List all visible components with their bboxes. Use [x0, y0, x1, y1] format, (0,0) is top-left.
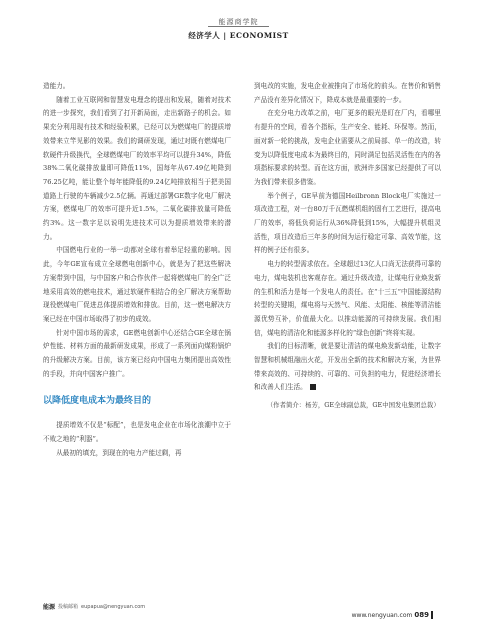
page-number: 089: [414, 611, 429, 619]
article-left-column: [43, 80, 231, 461]
magazine-section-label: 能源商学院: [218, 18, 259, 26]
page-marker-icon: [431, 611, 433, 619]
header-divider: [208, 26, 269, 27]
paragraph: 举个例子，GE早前为德国Heilbronn Block电厂实施过一项改造工程，对一台80万千瓦燃煤机组的固有工艺进行，提高电厂的效率，将低负荷运行从36%降低到15%，大幅提升机组灵活性，项目改造后三年多的时间为运行稳定可靠、高效节能，这样的例子还有很多。: [254, 191, 441, 255]
magazine-logo: 能源: [43, 604, 56, 611]
paragraph: 在充分电力改革之前，电厂更多的眼光是盯在厂内，看哪里有提升的空间，看各个指标，生产安全、能耗、环保等。然而，面对新一轮的挑战，发电企业需要从之前局部、单一的改造，转变为以降低度电成本为最终目的，同时满足包括灵活性在内的各项指标要求的转型。而在这方面，欧洲许多国家已经提供了可以为我们带来很多借鉴。: [254, 109, 441, 186]
paragraph-final-text: 我们的目标清晰，就是要让清洁的煤电焕发新动能，让数字智慧和机械组融出火花，开发出全新的技术和解决方案，为世界带来高效的、可持续的、可靠的、可负担的电力，促进经济增长和改善人们生活。: [254, 342, 441, 392]
email-label: 投稿邮箱: [58, 604, 79, 610]
paragraph: 到电改的实施，发电企业被推向了市场化的前头。在售价和销售产品没有差异化情况下，降成本就是最重要的一步。: [254, 82, 441, 104]
paragraph-final: [254, 340, 441, 395]
paragraph: 中国燃电行业的一举一动都对全球有着举足轻重的影响。因此，今年GE宣布成立全球燃电创新中心，就是为了把这些解决方案带到中国，与中国客户和合作伙伴一起将燃煤电厂的全广泛地采用高效的燃电技术，通过软硬件相结合的全厂解决方案帮助现役燃煤电厂促进总体提质增效和排放。目前，这一燃电解决方案已经在中国市场取得了初步的成效。: [43, 246, 231, 323]
column-title: 经济学人 | ECONOMIST: [188, 31, 289, 40]
paragraph: 电力的转型需求依在。全球超过13亿人口尚无法获得可靠的电力，煤电装机也客观存在。通过升级改造，让煤电行业焕发新的生机和活力是每一个发电人的责任。在“十三五”中国能源结构转型的关键期，煤电将与天然气、风能、太阳能、核能等清洁能源优势互补，价值最大化。以推动能源的可持续发展。我们相信，煤电的清洁化和能源多样化的“绿色创新”终将实现。: [254, 260, 441, 337]
paragraph: 随着工业互联网和智慧发电理念的提出和发展，随着对技术的进一步探究，我们看到了打开新局面，走出新路子的机会。如果充分利用现有技术和经验积累，已经可以为燃煤电厂的提质增效带来立竿见影的效果。我们的调研发现，通过对既有燃煤电厂软硬件升级换代，全球燃煤电厂的效率平均可以提升34%，降低38%二氧化碳排放量即可降低11%，国每年从67.49亿吨降到76.25亿吨，能让整个每年能降低的9.24亿吨排放相当于把美国道路上行驶的车辆减少2.5亿辆。再通过部署GE数字化电厂解决方案，燃煤电厂的效率可提升近1.5%，二氧化碳排放量可降低约3%。这一数字足以说明先进技术可以为提质增效带来的潜力。: [43, 95, 231, 241]
footer-contact: [43, 602, 145, 611]
paragraph: 造能力。: [43, 82, 70, 90]
website-url[interactable]: www.nengyuan.com: [351, 611, 413, 619]
end-mark-icon: [310, 384, 316, 390]
paragraph: 提质增效不仅是“标配”，也是发电企业在市场化浪潮中立于不败之地的“利器”。: [43, 421, 231, 444]
section-heading: 以降低度电成本为最终目的: [43, 396, 152, 407]
paragraph: 针对中国市场的需求，GE燃电创新中心还结合GE全球在锅炉性能、材料方面的最新研发成果，形成了一系列面向煤粉锅炉的升级解决方案。目前，该方案已经向中国电力集团提出高效性的手段，并向中国客户推广。: [43, 328, 231, 378]
footer-page-info: [352, 611, 433, 619]
paragraph: 从最初的填充，到现在的电力产能过剩，再: [56, 448, 182, 457]
article-right-column: [254, 80, 441, 412]
author-note: （作者简介：杨芳，GE全球副总裁，GE中国发电集团总裁）: [266, 401, 440, 410]
submission-email[interactable]: eupapua@nengyuan.com: [81, 603, 146, 610]
